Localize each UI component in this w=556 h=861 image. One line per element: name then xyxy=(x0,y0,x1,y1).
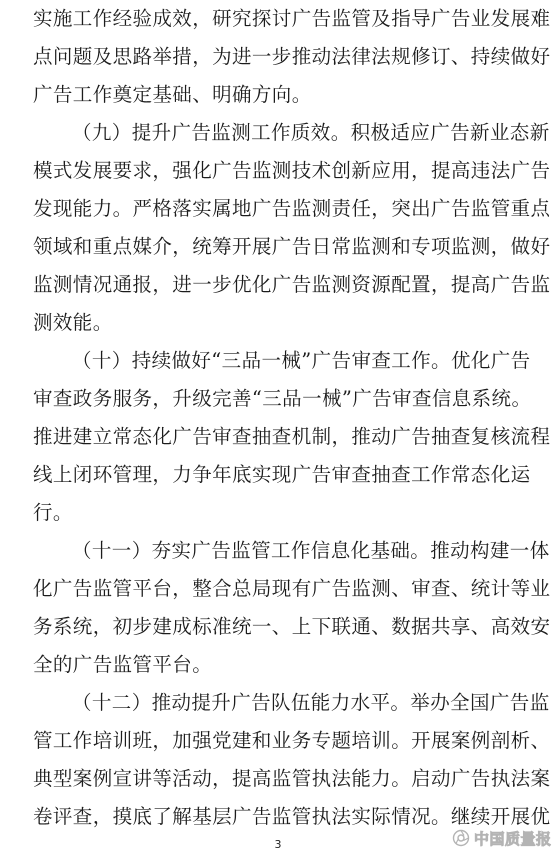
text-line: 发现能力。严格落实属地广告监测责任，突出广告监管重点 xyxy=(33,197,551,220)
text-line: 行。 xyxy=(33,501,73,524)
section-heading-line: （十）持续做好“三品一械”广告审查工作。优化广告 xyxy=(72,349,531,372)
text-line: 全的广告监管平台。 xyxy=(33,653,213,676)
text-line: 管工作培训班，加强党建和业务专题培训。开展案例剖析、 xyxy=(33,729,551,752)
text-line: 广告工作奠定基础、明确方向。 xyxy=(33,83,312,106)
text-line: 模式发展要求，强化广告监测技术创新应用，提高违法广告 xyxy=(33,159,551,182)
section-heading-line: （九）提升广告监测工作质效。积极适应广告新业态新 xyxy=(72,121,550,144)
text-line: 实施工作经验成效，研究探讨广告监管及指导广告业发展难 xyxy=(33,7,551,30)
text-line: 化广告监管平台，整合总局现有广告监测、审查、统计等业 xyxy=(33,577,551,600)
text-line: 线上闭环管理，力争年底实现广告审查抽查工作常态化运 xyxy=(33,463,531,486)
page-number: 3 xyxy=(274,838,282,851)
section-heading-line: （十二）推动提升广告队伍能力水平。举办全国广告监 xyxy=(72,691,550,714)
section-heading-line: （十一）夯实广告监管工作信息化基础。推动构建一体 xyxy=(72,539,550,562)
watermark xyxy=(452,827,552,849)
text-line: 监测情况通报，进一步优化广告监测资源配置，提高广告监 xyxy=(33,273,551,296)
camera-icon xyxy=(452,829,470,847)
text-line: 务系统，初步建成标准统一、上下联通、数据共享、高效安 xyxy=(33,615,551,638)
text-line: 点问题及思路举措，为进一步推动法律法规修订、持续做好 xyxy=(33,45,551,68)
text-line: 推进建立常态化广告审查抽查机制，推动广告抽查复核流程 xyxy=(33,425,551,448)
text-line: 卷评查，摸底了解基层广告监管执法实际情况。继续开展优 xyxy=(33,805,551,828)
text-line: 审查政务服务，升级完善“三品一械”广告审查信息系统。 xyxy=(33,387,532,410)
text-line: 领域和重点媒介，统筹开展广告日常监测和专项监测，做好 xyxy=(33,235,551,258)
text-line: 典型案例宣讲等活动，提高监管执法能力。启动广告执法案 xyxy=(33,767,551,790)
watermark-text: 中国质量报 xyxy=(474,829,552,848)
text-line: 测效能。 xyxy=(33,311,113,334)
